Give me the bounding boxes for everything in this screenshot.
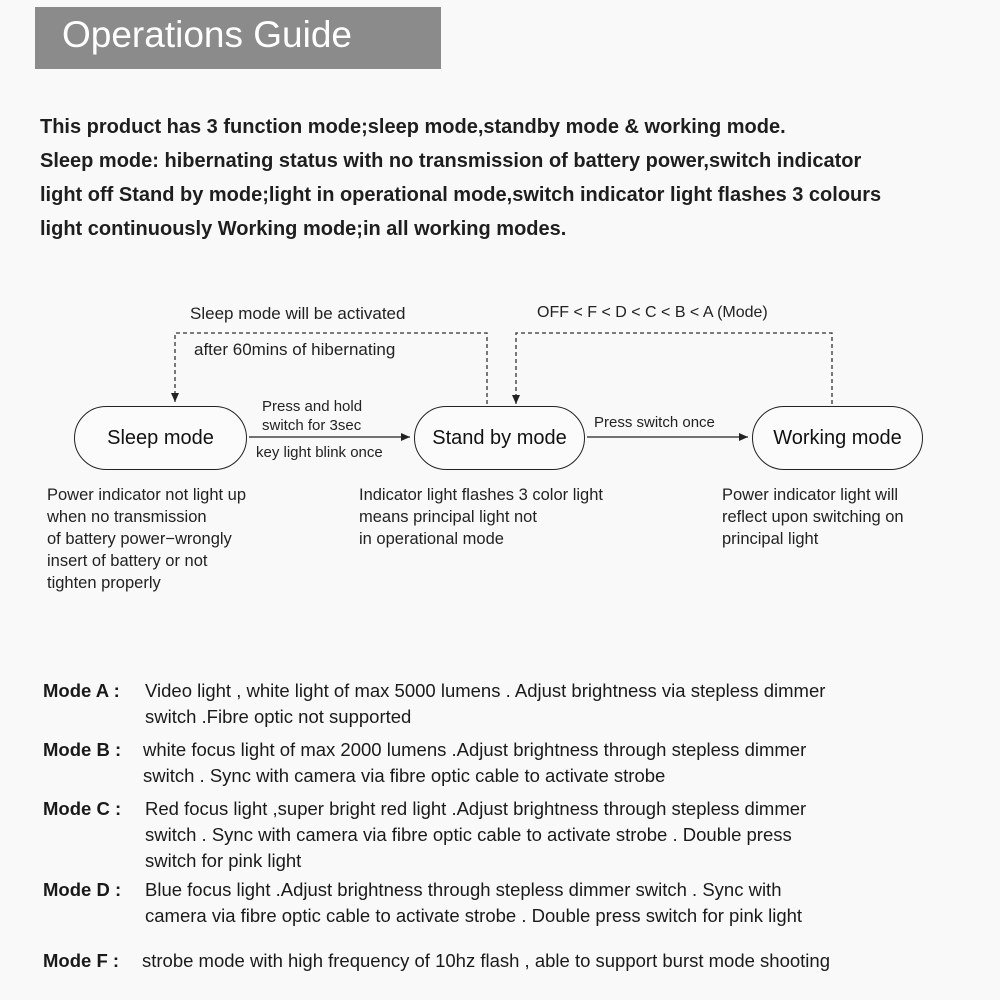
mode-line: Video light , white light of max 5000 lumens . Adjust brightness via stepless dimmer	[145, 680, 826, 701]
press-hold-duration-label: switch for 3sec	[262, 417, 362, 434]
description-line: Power indicator light will	[722, 486, 899, 504]
mode-f-text	[43, 948, 1000, 974]
description-line: tighten properly	[47, 574, 161, 592]
description-line: of battery power−wrongly	[47, 530, 232, 548]
mode-order-label: OFF < F < D < C < B < A (Mode)	[533, 304, 772, 322]
mode-d-key: Mode D :	[43, 879, 122, 900]
press-once-label: Press switch once	[594, 414, 715, 431]
press-hold-label: Press and hold	[262, 398, 363, 415]
intro-paragraph	[40, 110, 970, 246]
mode-line: switch . Sync with camera via fibre optic cable to activate strobe . Double press	[145, 824, 792, 845]
sleep-mode-node: Sleep mode	[74, 406, 247, 470]
mode-line: Red focus light ,super bright red light .Adjust brightness through stepless dimmer	[145, 798, 807, 819]
mode-b-text	[43, 737, 1000, 789]
hibernation-label: after 60mins of hibernating	[194, 340, 396, 359]
description-line: insert of battery or not	[47, 552, 208, 570]
sleep-mode-description	[47, 484, 246, 594]
sleep-activation-label: Sleep mode will be activated	[186, 304, 409, 324]
description-line: means principal light not	[359, 508, 537, 526]
mode-line: Blue focus light .Adjust brightness through stepless dimmer switch . Sync with	[145, 879, 782, 900]
standby-mode-description	[359, 484, 603, 550]
description-line: reflect upon switching on	[722, 508, 904, 526]
mode-line: switch .Fibre optic not supported	[145, 706, 412, 727]
intro-line: This product has 3 function mode;sleep mode,standby mode & working mode.	[40, 116, 786, 138]
description-line: principal light	[722, 530, 819, 548]
page-title: Operations Guide	[62, 14, 353, 55]
mode-line: camera via fibre optic cable to activate strobe . Double press switch for pink light	[145, 905, 803, 926]
standby-mode-node: Stand by mode	[414, 406, 585, 470]
intro-line: light continuously Working mode;in all working modes.	[40, 218, 567, 240]
mode-cycle-arrow	[516, 333, 832, 404]
mode-line: switch for pink light	[145, 850, 302, 871]
intro-line: light off Stand by mode;light in operational mode,switch indicator light flashes 3 colours	[40, 184, 882, 206]
mode-b-key: Mode B :	[43, 739, 122, 760]
working-mode-node: Working mode	[752, 406, 923, 470]
mode-line: strobe mode with high frequency of 10hz flash , able to support burst mode shooting	[142, 950, 830, 971]
description-line: Power indicator not light up	[47, 486, 247, 504]
mode-c-text	[43, 796, 1000, 874]
description-line: when no transmission	[47, 508, 207, 526]
working-mode-description	[722, 484, 904, 550]
description-line: Indicator light flashes 3 color light	[359, 486, 603, 504]
mode-a-text	[43, 678, 1000, 730]
mode-line: white focus light of max 2000 lumens .Adjust brightness through stepless dimmer	[143, 739, 807, 760]
description-line: in operational mode	[359, 530, 504, 548]
mode-line: switch . Sync with camera via fibre optic cable to activate strobe	[143, 765, 666, 786]
mode-d-text	[43, 877, 1000, 929]
mode-f-key: Mode F :	[43, 950, 120, 971]
key-blink-label: key light blink once	[256, 444, 383, 461]
intro-line: Sleep mode: hibernating status with no transmission of battery power,switch indicator	[40, 150, 862, 172]
mode-a-key: Mode A :	[43, 680, 120, 701]
mode-c-key: Mode C :	[43, 798, 122, 819]
